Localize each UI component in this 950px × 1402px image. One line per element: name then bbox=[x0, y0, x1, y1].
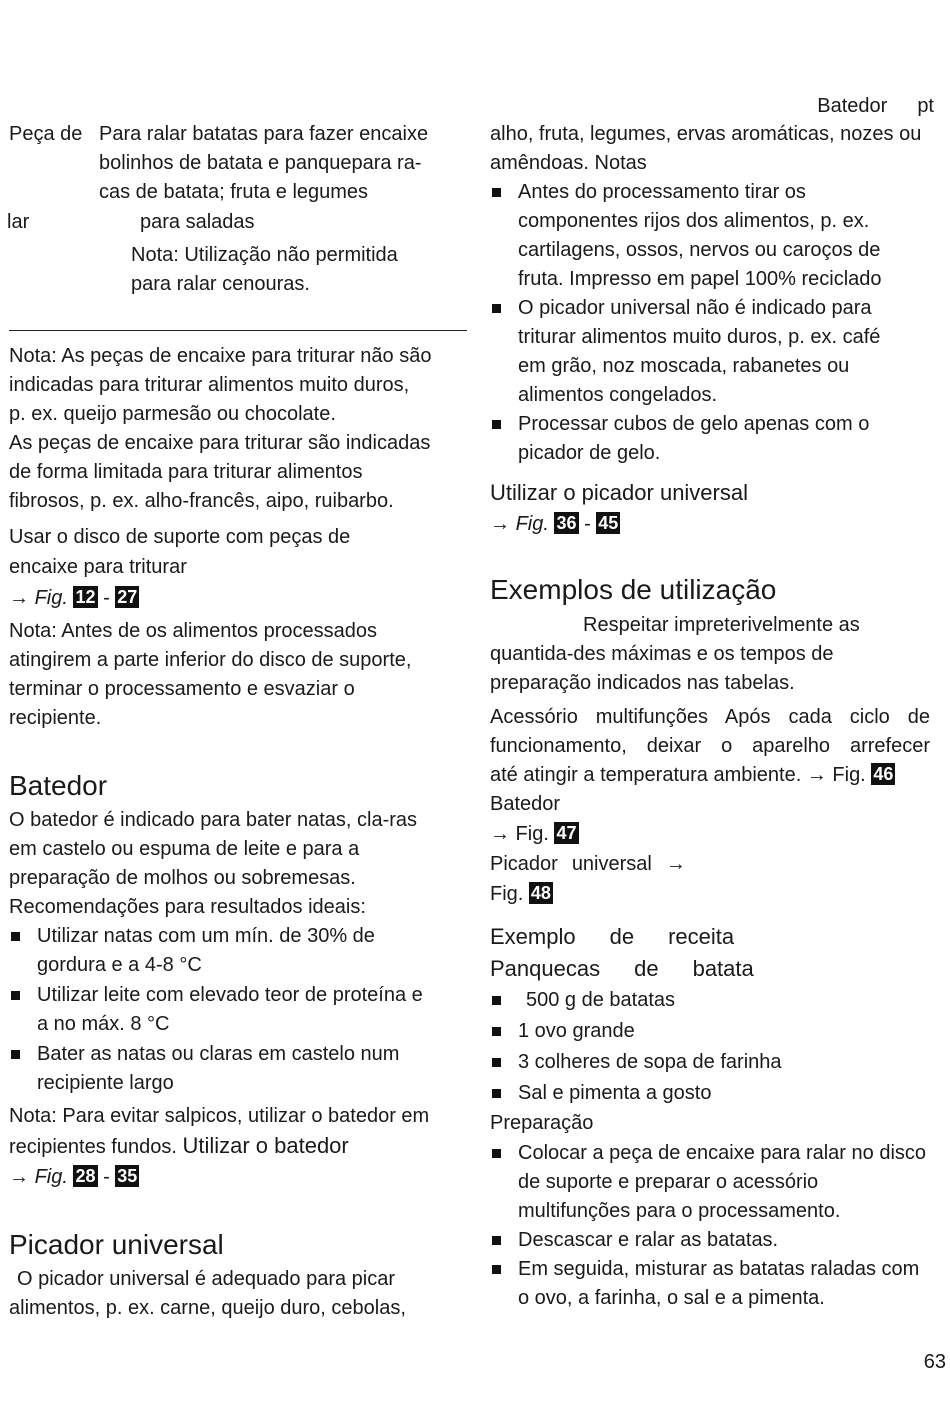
usar-line: encaixe para triturar bbox=[9, 556, 187, 578]
list-item-text: a no máx. 8 °C bbox=[37, 1013, 170, 1035]
fig-badge: 35 bbox=[117, 1166, 138, 1186]
batedor-intro bbox=[9, 806, 467, 922]
respeitar-line bbox=[490, 640, 930, 669]
table-divider bbox=[9, 330, 467, 331]
notes-list bbox=[490, 178, 930, 468]
usar-line: Usar o disco de suporte com peças de bbox=[9, 526, 351, 548]
table-note-1: Nota: Utilização não permitida bbox=[131, 244, 398, 266]
table-desc-2: bolinhos de batata e panquepara ra- bbox=[99, 152, 422, 174]
list-item-text: componentes rijos dos alimentos, p. ex. bbox=[518, 210, 870, 232]
list-item-text: Sal e pimenta a gosto bbox=[518, 1082, 712, 1104]
batedor-line: em castelo ou espuma de leite e para a bbox=[9, 838, 360, 860]
list-item-text: cartilagens, ossos, nervos ou caroços de bbox=[518, 239, 881, 261]
picador-line: alimentos, p. ex. carne, queijo duro, cebolas, bbox=[9, 1297, 406, 1319]
list-item bbox=[490, 1017, 930, 1046]
arrow-icon: → bbox=[9, 1166, 29, 1188]
list-item-text: picador de gelo. bbox=[518, 442, 661, 464]
list-item bbox=[490, 1048, 930, 1077]
list-item-text: multifunções para o processamento. bbox=[518, 1200, 841, 1222]
acessorio-line: funcionamento, deixar o aparelho arrefecer bbox=[490, 735, 930, 757]
list-item-text: Bater as natas ou claras em castelo num bbox=[37, 1043, 400, 1065]
fig-reference-48 bbox=[490, 880, 930, 909]
fig-sep: - bbox=[103, 587, 110, 609]
word: de bbox=[634, 956, 659, 981]
list-item-text: alimentos congelados. bbox=[518, 384, 718, 406]
list-item bbox=[490, 178, 930, 294]
respeitar-text-part: quantida- bbox=[490, 643, 574, 665]
batedor-tips-list bbox=[9, 922, 467, 1098]
list-item-text: Em seguida, misturar as batatas raladas com bbox=[518, 1258, 920, 1280]
arrow-icon: → bbox=[9, 587, 29, 609]
fig-badge: 28 bbox=[75, 1166, 96, 1186]
arrow-icon: → bbox=[490, 513, 510, 535]
fig-label: Fig. bbox=[490, 883, 524, 905]
list-item-text: fruta. Impresso em papel 100% reciclado bbox=[518, 268, 882, 290]
list-item-text: o ovo, a farinha, o sal e a pimenta. bbox=[518, 1287, 825, 1309]
preparacao-label: Preparação bbox=[490, 1112, 594, 1134]
note-disco bbox=[9, 617, 467, 733]
section-title-exemplos: Exemplos de utilização bbox=[490, 574, 777, 605]
acessorio-text bbox=[490, 703, 930, 790]
batedor-line: Recomendações para resultados ideais: bbox=[9, 896, 366, 918]
list-item-text: Processar cubos de gelo apenas com o bbox=[518, 413, 870, 435]
word: Panquecas bbox=[490, 956, 601, 981]
list-item bbox=[490, 410, 930, 468]
header-title: Batedor bbox=[817, 95, 888, 117]
table-label-line1: Peça de bbox=[9, 123, 83, 145]
note-line: recipiente. bbox=[9, 707, 102, 729]
respeitar-line: preparação indicados nas tabelas. bbox=[490, 672, 795, 694]
word: batata bbox=[692, 956, 754, 981]
running-header bbox=[817, 92, 934, 121]
right-column bbox=[490, 120, 930, 1313]
list-item bbox=[9, 922, 467, 980]
list-item bbox=[490, 1139, 930, 1226]
respeitar-text-part: des máximas e os tempos de bbox=[573, 643, 834, 665]
fig-badge: 36 bbox=[556, 513, 577, 533]
batedor-text: ras bbox=[389, 809, 418, 831]
note-line: fibrosos, p. ex. alho-francês, aipo, ruibarbo. bbox=[9, 490, 394, 512]
table-desc-1: Para ralar batatas para fazer encaixe bbox=[99, 123, 429, 145]
subheading-utilizar-picador: Utilizar o picador universal bbox=[490, 480, 748, 505]
batedor-line: preparação de molhos ou sobremesas. bbox=[9, 867, 356, 889]
picador-line: O picador universal é adequado para picar bbox=[17, 1268, 396, 1290]
list-item bbox=[490, 1226, 930, 1255]
header-lang: pt bbox=[917, 95, 934, 117]
note-line: terminar o processamento e esvaziar o bbox=[9, 678, 355, 700]
table-desc-3: cas de batata; fruta e legumes bbox=[99, 181, 369, 203]
note-line: Nota: As peças de encaixe para triturar não são bbox=[9, 345, 432, 367]
note-line bbox=[9, 1131, 467, 1162]
acessorio-line: Acessório multifunções Após cada ciclo de bbox=[490, 706, 930, 728]
word: universal bbox=[571, 853, 652, 875]
batedor-line bbox=[9, 806, 467, 835]
list-item-text: 3 colheres de sopa de farinha bbox=[518, 1051, 782, 1073]
list-item-text: recipiente largo bbox=[37, 1072, 174, 1094]
note-line: indicadas para triturar alimentos muito duros, bbox=[9, 374, 410, 396]
note-line: atingirem a parte inferior do disco de suporte, bbox=[9, 649, 412, 671]
recipe-title bbox=[490, 954, 930, 984]
note-shredding bbox=[9, 342, 467, 516]
list-item bbox=[490, 294, 930, 410]
section-title-batedor: Batedor bbox=[9, 770, 108, 801]
left-column bbox=[9, 342, 467, 1323]
fig-label: Fig. bbox=[34, 587, 68, 609]
table-note-2: para ralar cenouras. bbox=[131, 273, 310, 295]
word: Exemplo bbox=[490, 924, 576, 949]
picador-intro bbox=[9, 1265, 467, 1323]
list-item-text: O picador universal não é indicado para bbox=[518, 297, 872, 319]
note-line: de forma limitada para triturar alimentos bbox=[9, 461, 363, 483]
fig-badge: 46 bbox=[873, 764, 894, 784]
picador-label bbox=[490, 850, 930, 879]
list-item-text: Utilizar natas com um mín. de 30% de bbox=[37, 925, 375, 947]
respeitar-text bbox=[490, 611, 930, 698]
note-line: As peças de encaixe para triturar são indicadas bbox=[9, 432, 431, 454]
batedor-text: O batedor é indicado para bater natas, cla- bbox=[9, 809, 390, 831]
fig-label: → Fig. bbox=[490, 823, 549, 845]
note-line: Nota: Antes de os alimentos processados bbox=[9, 620, 377, 642]
fig-reference-12-27 bbox=[9, 584, 467, 613]
steps-list bbox=[490, 1139, 930, 1313]
fig-sep: - bbox=[103, 1166, 110, 1188]
list-item-text: em grão, noz moscada, rabanetes ou bbox=[518, 355, 850, 377]
fig-badge: 12 bbox=[75, 587, 96, 607]
subheading-utilizar-batedor: Utilizar o batedor bbox=[182, 1133, 349, 1158]
list-item-text: gordura e a 4-8 °C bbox=[37, 954, 202, 976]
fig-sep: - bbox=[584, 513, 591, 535]
table-label-line2: lar bbox=[7, 211, 30, 233]
word: receita bbox=[668, 924, 735, 949]
note-salpicos bbox=[9, 1102, 467, 1162]
section-title-picador: Picador universal bbox=[9, 1229, 224, 1260]
list-item bbox=[9, 1040, 467, 1098]
list-item bbox=[490, 1255, 930, 1313]
fig-label: Fig. bbox=[34, 1166, 68, 1188]
list-item-text: triturar alimentos muito duros, p. ex. café bbox=[518, 326, 881, 348]
word: de bbox=[609, 924, 635, 949]
note-line: Nota: Para evitar salpicos, utilizar o batedor em bbox=[9, 1105, 430, 1127]
arrow-icon: → bbox=[665, 853, 686, 875]
ingredients-list bbox=[490, 986, 930, 1108]
list-item bbox=[490, 1079, 930, 1108]
acessorio-text-part: até atingir a temperatura ambiente. → Fig. bbox=[490, 764, 866, 786]
intro-line: alho, fruta, legumes, ervas aromáticas, nozes ou bbox=[490, 123, 922, 145]
subheading-exemplo-receita bbox=[490, 922, 930, 952]
list-item-text: 1 ovo grande bbox=[518, 1020, 635, 1042]
fig-reference-47 bbox=[490, 820, 930, 849]
word: Picador bbox=[490, 853, 558, 875]
list-item-text: Colocar a peça de encaixe para ralar no disco bbox=[518, 1142, 927, 1164]
fig-badge: 48 bbox=[530, 883, 551, 903]
list-item-text: Utilizar leite com elevado teor de proteína e bbox=[37, 984, 423, 1006]
table-desc-4: para saladas bbox=[140, 211, 255, 233]
fig-badge: 27 bbox=[117, 587, 138, 607]
fig-reference-36-45 bbox=[490, 510, 930, 539]
acessorio-line bbox=[490, 761, 930, 790]
list-item bbox=[9, 981, 467, 1039]
usar-disco bbox=[9, 523, 467, 582]
list-item bbox=[490, 986, 930, 1015]
fig-badge: 45 bbox=[598, 513, 619, 533]
list-item-text: 500 g de batatas bbox=[526, 989, 676, 1011]
respeitar-line: Respeitar impreterivelmente as bbox=[583, 614, 860, 636]
fig-label: Fig. bbox=[515, 513, 549, 535]
list-item-text: Descascar e ralar as batatas. bbox=[518, 1229, 779, 1251]
batedor-label: Batedor bbox=[490, 793, 561, 815]
note-line: p. ex. queijo parmesão ou chocolate. bbox=[9, 403, 336, 425]
list-item-text: Antes do processamento tirar os bbox=[518, 181, 806, 203]
fig-reference-28-35 bbox=[9, 1163, 467, 1192]
list-item-text: de suporte e preparar o acessório bbox=[518, 1171, 819, 1193]
fig-badge: 47 bbox=[556, 823, 577, 843]
note-text: recipientes fundos. bbox=[9, 1136, 183, 1158]
intro-line: amêndoas. Notas bbox=[490, 152, 647, 174]
page-number: 63 bbox=[923, 1351, 946, 1373]
